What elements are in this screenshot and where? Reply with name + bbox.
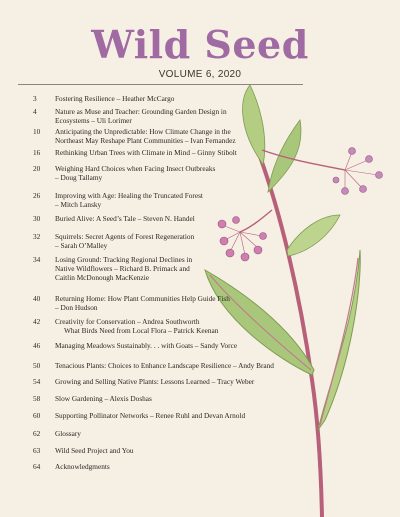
toc-entry-text [55,164,305,182]
toc-page-number: 42 [33,317,41,326]
toc-entry-line: Acknowledgments [55,462,110,471]
toc-page-number: 3 [33,94,37,103]
toc-entry-line: Native Wildflowers – Richard B. Primack and [55,264,190,273]
toc-entry-line: Managing Meadows Sustainably. . . with Goats – Sandy Vorce [55,341,238,350]
toc-entry-line: Losing Ground: Tracking Regional Declines in [55,255,193,264]
toc-page-number: 20 [33,164,41,173]
leaf-lower-right [318,250,360,430]
toc-entry-text [55,94,305,103]
toc-entry-line: Tenacious Plants: Choices to Enhance Landscape Resilience – Andy Brand [55,361,274,370]
toc-entry-subline: What Birds Need from Local Flora – Patrick Keenan [64,326,219,335]
toc-entry-line: Wild Seed Project and You [55,446,134,455]
toc-entry-text [55,411,305,420]
toc-entry-text [55,361,305,370]
toc-entry-line: Squirrels: Secret Agents of Forest Regeneration [55,232,195,241]
toc-entry-line: Ecosystems – Uli Lorimer [55,116,132,125]
toc-entry-line: Buried Alive: A Seed’s Tale – Steven N. Handel [55,214,195,223]
toc-entry-text [55,462,305,471]
toc-entry-text [55,294,305,312]
toc-page-number: 50 [33,361,41,370]
toc-entry-line: Rethinking Urban Trees with Climate in Mind – Ginny Stibolt [55,148,237,157]
toc-page-number: 34 [33,255,41,264]
toc-entry-text [55,232,305,250]
toc-entry-line: – Mitch Lansky [55,200,102,209]
toc-page-number: 32 [33,232,41,241]
flower-cluster-right [333,148,383,195]
toc-page-number: 63 [33,446,41,455]
toc-entry-line: Supporting Pollinator Networks – Renee Ruhl and Devan Arnold [55,411,246,420]
toc-page-number: 60 [33,411,41,420]
toc-page-number: 64 [33,462,41,471]
toc-page-number: 46 [33,341,41,350]
toc-entry-text [55,148,305,157]
toc-entry-text [55,127,305,145]
toc-entry-text [55,429,305,438]
toc-entry-line: – Don Hudson [55,303,98,312]
toc-page-number: 54 [33,377,41,386]
toc-entry-line: – Doug Tallamy [55,173,103,182]
toc-page-number: 16 [33,148,41,157]
toc-page-number: 40 [33,294,41,303]
toc-entry-text [55,191,305,209]
toc-entry-text [55,214,305,223]
toc-entry-line: Caitlin McDonough MacKenzie [55,273,150,282]
toc-entry-line: Slow Gardening – Alexis Doshas [55,394,152,403]
toc-entry-text [55,107,305,125]
toc-entry-line: Northeast May Reshape Plant Communities – Ivan Fernandez [55,136,236,145]
toc-entry-text [55,255,305,282]
toc-entry-line: Fostering Resilience – Heather McCargo [55,94,175,103]
toc-page-number: 62 [33,429,41,438]
toc-page-number: 30 [33,214,41,223]
toc-entry-line: Anticipating the Unpredictable: How Climate Change in the [55,127,231,136]
toc-entry-text [55,394,305,403]
toc-entry-text [55,446,305,455]
toc-entry-line: Improving with Age: Healing the Truncated Forest [55,191,203,200]
toc-entry-line: Glossary [55,429,81,438]
toc-entry-line: Creativity for Conservation – Andrea Southworth [55,317,200,326]
toc-entry-line: – Sarah O’Malley [55,241,108,250]
toc-page-number: 58 [33,394,41,403]
toc-entry-text [55,377,305,386]
toc-entry-line: Nature as Muse and Teacher: Grounding Garden Design in [55,107,227,116]
volume-label: VOLUME 6, 2020 [158,69,242,80]
toc-page-number: 26 [33,191,41,200]
toc-entry-line: Returning Home: How Plant Communities Help Guide Fish [55,294,230,303]
toc-page-number: 4 [33,107,37,116]
toc-entry-line: Weighing Hard Choices when Facing Insect Outbreaks [55,164,216,173]
toc-entry-line: Growing and Selling Native Plants: Lessons Learned – Tracy Weber [55,377,255,386]
toc-entry-text [55,317,305,335]
toc-page-number: 10 [33,127,41,136]
page-title: Wild Seed [91,22,309,67]
toc-entry-text [55,341,305,350]
